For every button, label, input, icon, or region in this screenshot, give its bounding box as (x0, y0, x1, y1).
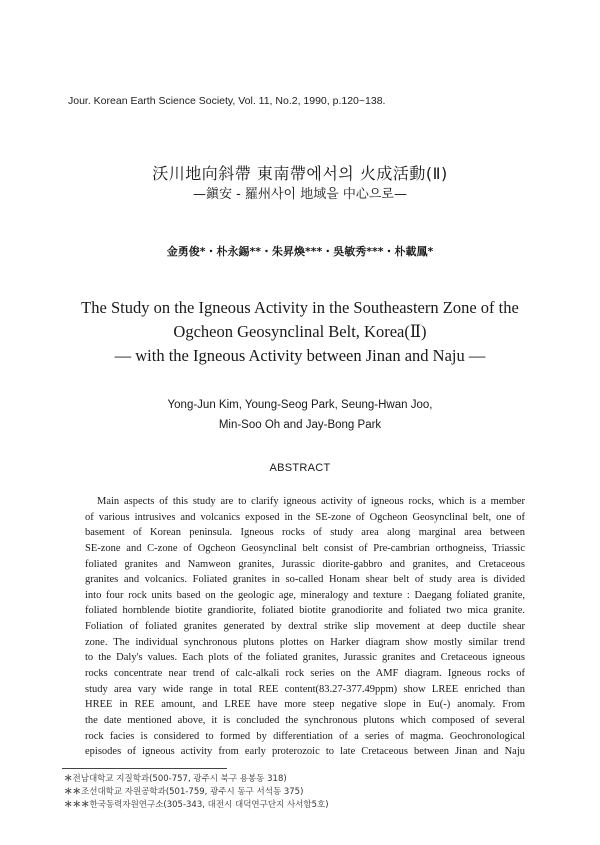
english-authors-line: Min-Soo Oh and Jay-Bong Park (218, 419, 382, 431)
english-title-line: Ogcheon Geosynclinal Belt, Korea(Ⅱ) (173, 322, 427, 341)
abstract-line: granites and volcanics. Foliated granites in so-called Honam shear belt of study area is divided (85, 574, 525, 586)
abstract-line: episodes of igneous activity from early proterozoic to late Cretaceous between Jinan and Naju (85, 746, 525, 758)
abstract-line: zone. The individual synchronous plutons plottes on Harker diagram show mostly similar trend (85, 636, 525, 648)
footnote-mark: ＊＊ (64, 787, 82, 797)
journal-citation: Jour. Korean Earth Science Society, Vol. 11, No.2, 1990, p.120~138. (68, 95, 386, 107)
abstract-line: HREE in REE amount, and LREE have more steep negative slope in Eu(-) anomaly. From (85, 699, 525, 711)
english-title-line: The Study on the Igneous Activity in the Southeastern Zone of the (81, 298, 519, 317)
footnote-text: 조선대학교 자원공학과(501-759, 광주시 동구 서석동 375) (81, 787, 304, 797)
abstract-heading: ABSTRACT (269, 462, 331, 474)
abstract-line: SE-zone and C-zone of Ogcheon Geosynclinal belt consist of Pre-cambrian orthogneiss, Triassic (85, 542, 525, 554)
abstract-line: foliated hornblende biotite grandiorite, foliated biotite granodiorite and foliated two mica granite. (85, 605, 525, 617)
abstract-body (85, 494, 525, 760)
abstract-line: Foliation of foliated granites generated by dextral strike slip movement at deep ductile shear (85, 621, 525, 633)
korean-subtitle: —鎭安 - 羅州사이 地域을 中心으로— (192, 187, 407, 202)
abstract-line: the date mentioned above, it is concluded the synchronous plutons which composed of several (85, 714, 525, 726)
abstract-line: rocks concentrate near trend of calc-alkali rock series on the AMF diagram. Igneous rocks of (85, 668, 525, 680)
english-subtitle-line: — with the Igneous Activity between Jinan and Naju — (114, 346, 486, 365)
footnote-text: 한국동력자원연구소(305-343, 대전시 대덕연구단지 사서함5호) (89, 800, 329, 810)
footnotes (64, 773, 329, 812)
footnote-item (64, 799, 329, 812)
abstract-line: basement of Korean peninsula. Igneous rocks of study area along marginal area between (85, 527, 525, 539)
abstract-line: into four rock units based on the geologic age, mineralogy and texture : Daegang foliated granite, (85, 589, 525, 601)
english-authors-line: Yong-Jun Kim, Young-Seog Park, Seung-Hwan Joo, (167, 399, 433, 411)
abstract-line: study area vary wide range in total REE content(83.27-377.49ppm) show LREE enriched than (85, 683, 525, 695)
abstract-line: foliated granites and Namweon granites, Jurassic diorite-gabbro and granites, and Cretaceous (85, 558, 525, 570)
footnote-item (64, 773, 329, 786)
footnote-mark: ＊＊＊ (64, 800, 90, 810)
footnote-mark: ＊ (64, 774, 73, 784)
footnote-divider (62, 768, 227, 769)
abstract-line: Main aspects of this study are to clarify igneous activity of igneous rocks, which is a member (97, 496, 525, 507)
footnote-item (64, 786, 329, 799)
korean-title: 沃川地向斜帶 東南帶에서의 火成活動(Ⅱ) (152, 164, 448, 183)
abstract-line: to the Daly's values. Each plots of the foliated granites, Jurassic granites and Cretaceous igneous (85, 652, 525, 664)
footnote-text: 전남대학교 지질학과(500-757, 광주시 북구 용봉동 318) (72, 774, 287, 784)
abstract-line: rock facies is considered to formed by differentiation of a series of magma. Geochronological (85, 730, 525, 742)
abstract-line: of various intrusives and volcanics exposed in the SE-zone of Ogcheon Geosynclinal belt, one of (85, 511, 525, 523)
korean-authors: 金勇俊*・朴永錫**・朱昇煥***・吳敏秀***・朴載鳳* (166, 245, 434, 258)
